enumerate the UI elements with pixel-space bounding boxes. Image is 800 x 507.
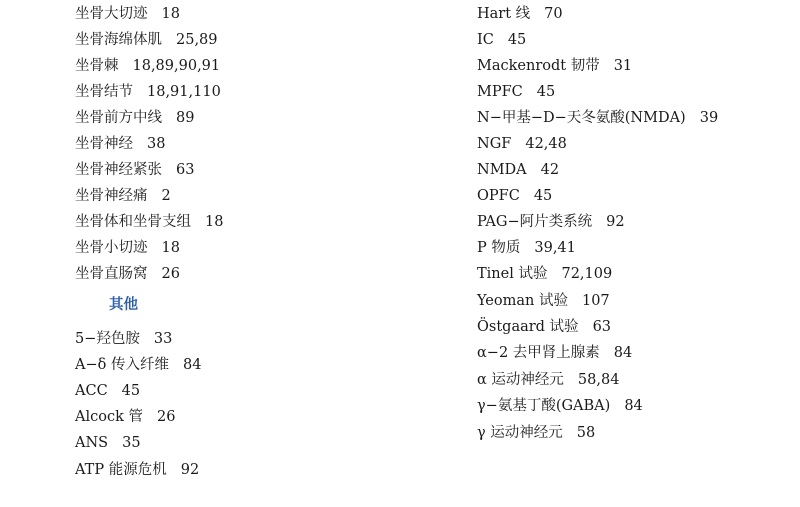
index-entry (75, 329, 172, 349)
index-entry (75, 264, 180, 284)
index-entry (477, 212, 625, 232)
index-pages: 26 (161, 266, 180, 282)
index-term: 坐骨体和坐骨支组 (75, 214, 191, 230)
index-entry (477, 291, 610, 311)
index-term: γ−氨基丁酸(GABA) (477, 398, 611, 414)
index-term: NMDA (477, 162, 527, 178)
index-pages: 38 (147, 136, 166, 152)
index-entry (477, 134, 567, 154)
index-entry (75, 355, 201, 375)
index-pages: 18 (161, 6, 180, 22)
index-entry (75, 134, 165, 154)
index-term: α−2 去甲肾上腺素 (477, 345, 600, 361)
index-pages: 25,89 (176, 32, 218, 48)
index-entry (477, 317, 611, 337)
index-pages: 63 (592, 319, 612, 335)
index-entry (477, 30, 526, 50)
index-pages: 45 (121, 383, 141, 399)
index-term: 坐骨神经紧张 (75, 162, 162, 178)
index-pages: 84 (182, 357, 202, 373)
index-term: 坐骨大切迹 (75, 6, 148, 22)
index-pages: 107 (581, 293, 610, 309)
index-term: MPFC (477, 84, 523, 100)
index-pages: 58,84 (577, 372, 620, 388)
index-pages: 18 (161, 240, 180, 256)
index-term: P 物质 (477, 240, 521, 256)
index-entry (477, 108, 718, 128)
index-term: 坐骨前方中线 (75, 110, 162, 126)
index-entry (75, 4, 180, 24)
index-pages: 39 (699, 110, 719, 126)
index-pages: 70 (544, 6, 563, 22)
index-pages: 45 (507, 32, 527, 48)
index-term: α 运动神经元 (477, 372, 564, 388)
index-pages: 42 (540, 162, 560, 178)
index-entry (477, 264, 612, 284)
index-entry (477, 343, 632, 363)
index-term: 坐骨神经 (75, 136, 133, 152)
index-term: γ 运动神经元 (477, 425, 563, 441)
index-entry (75, 238, 180, 258)
index-pages: 45 (536, 84, 556, 100)
index-pages: 2 (161, 188, 171, 204)
index-term: Östgaard 试验 (477, 319, 579, 335)
index-term: PAG−阿片类系统 (477, 214, 593, 230)
index-pages: 84 (613, 345, 633, 361)
index-pages: 18 (205, 214, 224, 230)
index-entry (477, 82, 555, 102)
index-entry (477, 396, 643, 416)
index-term: A−δ 传入纤维 (75, 357, 169, 373)
index-entry (477, 238, 576, 258)
index-entry (477, 423, 595, 443)
index-entry (75, 186, 171, 206)
index-entry (75, 381, 140, 401)
index-term: IC (477, 32, 494, 48)
index-term: ATP 能源危机 (75, 462, 167, 478)
index-term: Alcock 管 (75, 409, 143, 425)
index-term: Mackenrodt 韧带 (477, 58, 600, 74)
index-term: 坐骨棘 (75, 58, 119, 74)
index-entry (75, 82, 221, 102)
index-pages: 72,109 (561, 266, 613, 282)
index-pages: 63 (176, 162, 195, 178)
index-term: Hart 线 (477, 6, 531, 22)
index-term: ANS (75, 435, 109, 451)
index-entry (477, 186, 552, 206)
index-entry (75, 460, 199, 480)
index-term: 坐骨直肠窝 (75, 266, 148, 282)
index-entry (477, 160, 559, 180)
index-pages: 84 (624, 398, 643, 414)
index-pages: 26 (156, 409, 176, 425)
index-entry (75, 212, 223, 232)
index-entry (75, 108, 194, 128)
index-entry (75, 160, 194, 180)
index-entry (75, 407, 175, 427)
index-term: 坐骨海绵体肌 (75, 32, 162, 48)
index-pages: 39,41 (534, 240, 576, 256)
index-pages: 89 (176, 110, 195, 126)
section-heading: 其他 (109, 297, 138, 313)
index-pages: 92 (606, 214, 625, 230)
index-term: OPFC (477, 188, 520, 204)
index-term: 坐骨神经痛 (75, 188, 148, 204)
index-term: 5−羟色胺 (75, 331, 140, 347)
index-term: Tinel 试验 (477, 266, 548, 282)
index-entry (75, 56, 220, 76)
index-pages: 42,48 (525, 136, 567, 152)
index-pages: 33 (153, 331, 173, 347)
index-entry (477, 56, 632, 76)
index-pages: 18,89,90,91 (132, 58, 221, 74)
index-pages: 92 (180, 462, 200, 478)
index-term: Yeoman 试验 (477, 293, 568, 309)
index-entry (477, 4, 563, 24)
index-term: 坐骨结节 (75, 84, 133, 100)
index-pages: 18,91,110 (147, 84, 221, 100)
index-entry (477, 370, 619, 390)
index-pages: 31 (613, 58, 633, 74)
index-pages: 35 (122, 435, 141, 451)
index-term: ACC (75, 383, 108, 399)
index-term: 坐骨小切迹 (75, 240, 148, 256)
index-term: N−甲基−D−天冬氨酸(NMDA) (477, 110, 686, 126)
index-entry (75, 433, 141, 453)
index-entry (75, 30, 218, 50)
index-pages: 45 (533, 188, 553, 204)
index-pages: 58 (576, 425, 596, 441)
index-term: NGF (477, 136, 512, 152)
